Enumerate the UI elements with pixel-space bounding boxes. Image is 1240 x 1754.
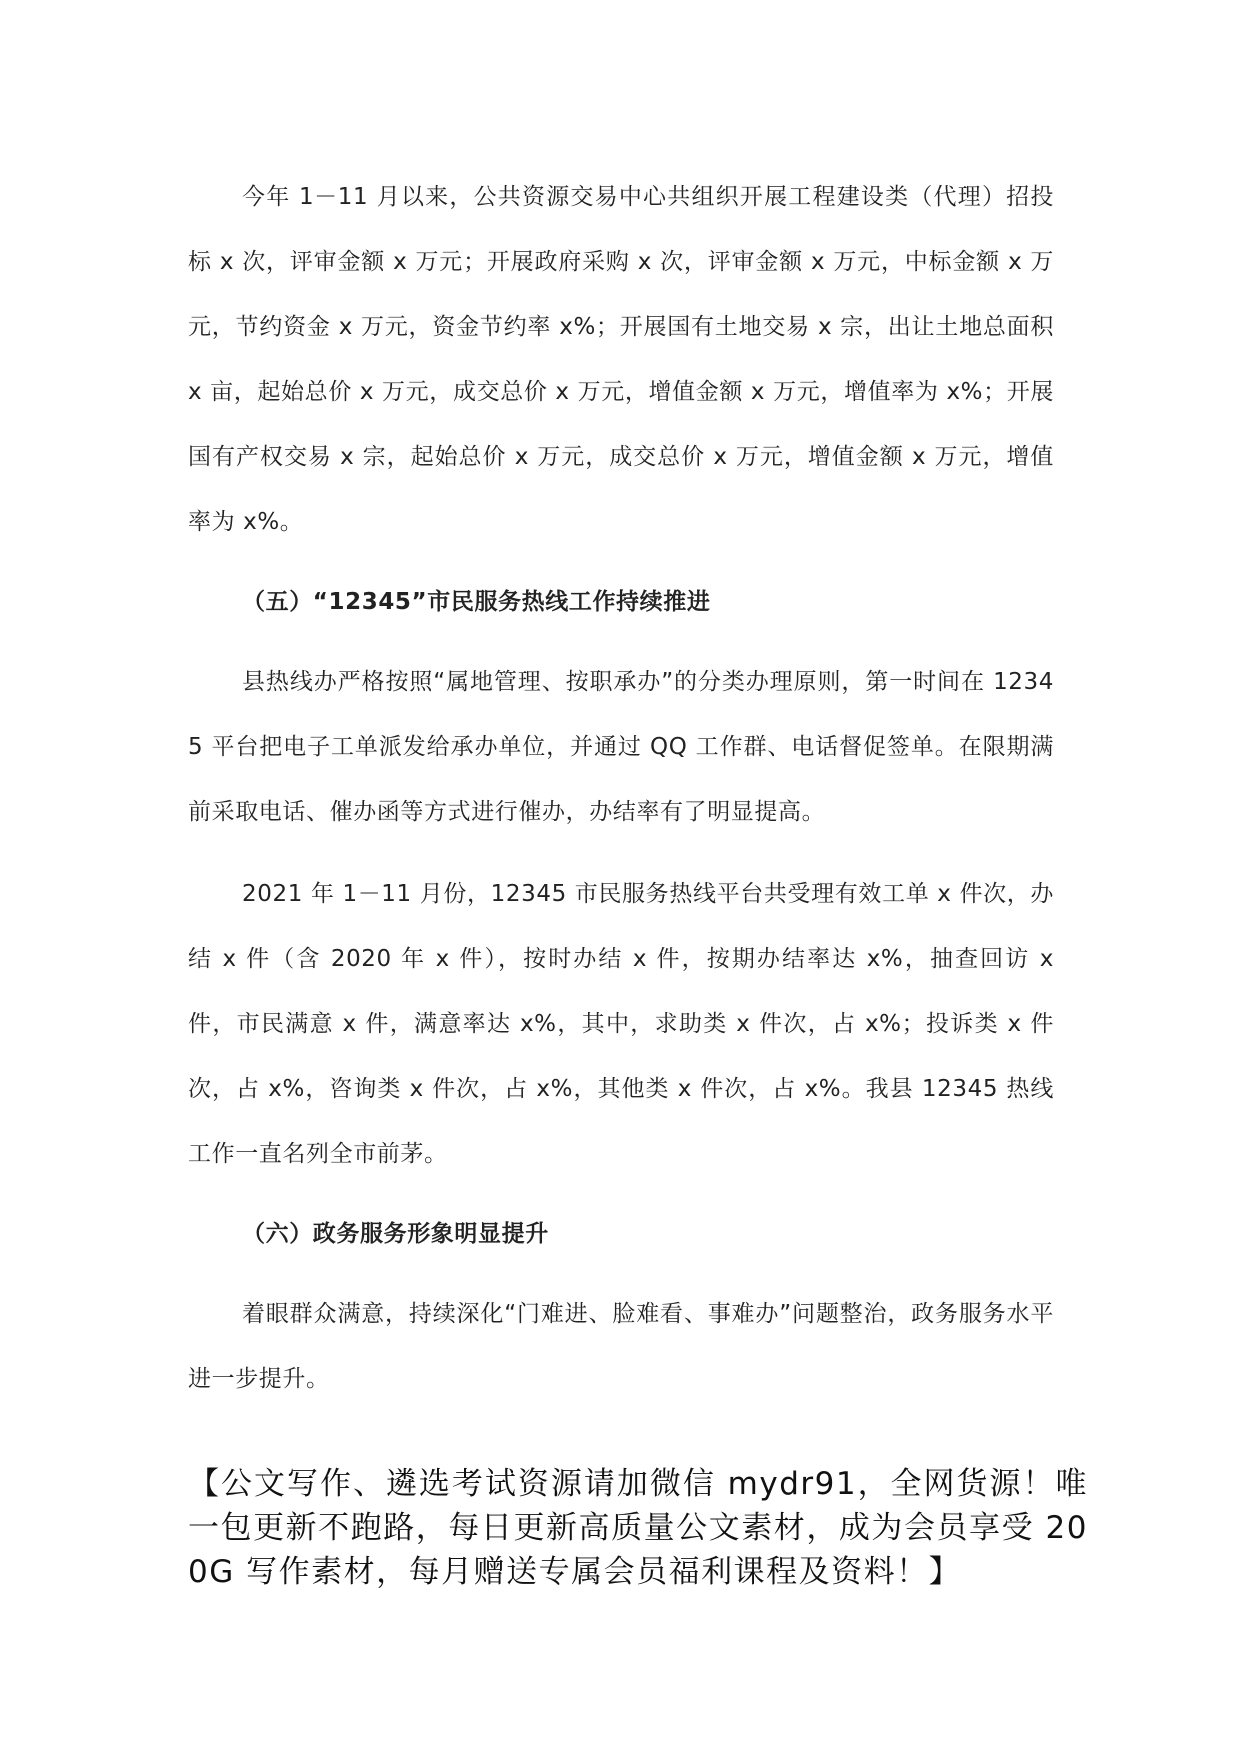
paragraph-government-service: 着眼群众满意，持续深化“门难进、脸难看、事难办”问题整治，政务服务水平进一步提升。 — [188, 1301, 1054, 1392]
promo-text: 【公文写作、遴选考试资源请加微信 mydr91，全网货源！唯一包更新不跑路，每日更新高质量公文素材，成为会员享受 200G 写作素材，每月赠送专属会员福利课程及资料！】 — [188, 1466, 1088, 1590]
section-heading-hotline: （五）“12345”市民服务热线工作持续推进 — [242, 589, 711, 615]
paragraph-hotline-process: 县热线办严格按照“属地管理、按职承办”的分类办理原则，第一时间在 12345 平台把电子工单派发给承办单位，并通过 QQ 工作群、电话督促签单。在限期满前采取电话、催办函等方式进行催办，办结率有了明显提高。 — [188, 669, 1054, 825]
section-heading-government-service: （六）政务服务形象明显提升 — [242, 1221, 549, 1247]
paragraph-public-resource-trading: 今年 1－11 月以来，公共资源交易中心共组织开展工程建设类（代理）招投标 x 次，评审金额 x 万元；开展政府采购 x 次，评审金额 x 万元，中标金额 x 万元，节约资金 x 万元，资金节约率 x%；开展国有土地交易 x 宗，出让土地总面积 x 亩，起始总价 x 万元，成交总价 x 万元，增值金额 x 万元，增值率为 x%；开展国有产权交易 x 宗，起始总价 x 万元，成交总价 x 万元，增值金额 x 万元，增值率为 x%。 — [188, 184, 1054, 535]
paragraph-hotline-statistics: 2021 年 1－11 月份，12345 市民服务热线平台共受理有效工单 x 件次，办结 x 件（含 2020 年 x 件），按时办结 x 件，按期办结率达 x%，抽查回访 x 件，市民满意 x 件，满意率达 x%，其中，求助类 x 件次，占 x%；投诉类 x 件次，占 x%，咨询类 x 件次，占 x%，其他类 x 件次，占 x%。我县 12345 热线工作一直名列全市前茅。 — [188, 881, 1054, 1167]
